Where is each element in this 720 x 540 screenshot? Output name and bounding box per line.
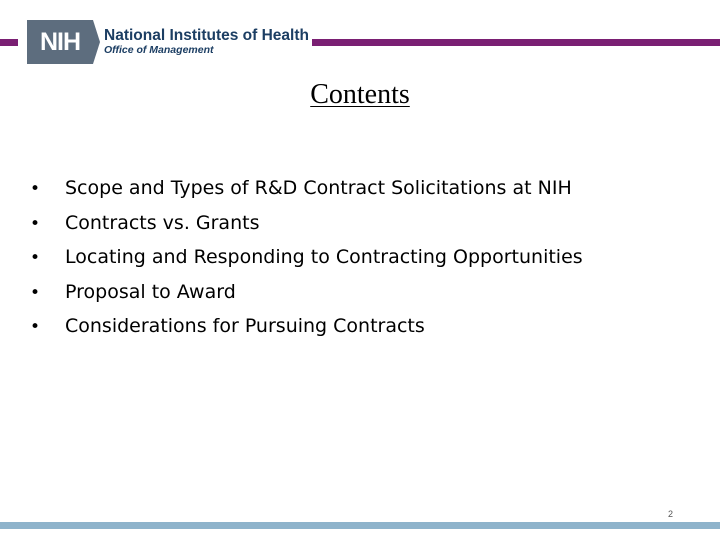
list-item-text: Locating and Responding to Contracting Opportunities bbox=[65, 246, 583, 268]
logo-chevron-icon bbox=[93, 20, 100, 64]
contents-list bbox=[30, 177, 583, 350]
page-number: 2 bbox=[668, 509, 674, 519]
list-item-text: Contracts vs. Grants bbox=[65, 211, 260, 234]
list-item bbox=[30, 212, 583, 247]
bullet-icon: • bbox=[30, 213, 41, 234]
bullet-icon: • bbox=[30, 248, 41, 268]
list-item-text: Proposal to Award bbox=[65, 280, 236, 303]
footer-bar bbox=[0, 522, 720, 529]
list-item bbox=[30, 315, 583, 350]
organization-name: National Institutes of Health bbox=[104, 27, 309, 44]
office-name: Office of Management bbox=[104, 44, 214, 56]
list-item bbox=[30, 177, 583, 212]
logo-text bbox=[104, 27, 309, 57]
header-accent-bar-right bbox=[312, 39, 720, 46]
nih-logo-mark: NIH bbox=[27, 20, 93, 64]
bullet-icon: • bbox=[30, 179, 41, 199]
bullet-icon: • bbox=[30, 317, 41, 337]
nih-logo bbox=[27, 20, 309, 64]
slide-title: Contents bbox=[310, 79, 410, 110]
list-item-text: Considerations for Pursuing Contracts bbox=[65, 315, 425, 337]
list-item bbox=[30, 281, 583, 316]
list-item-text: Scope and Types of R&D Contract Solicitations at NIH bbox=[65, 177, 572, 199]
list-item bbox=[30, 246, 583, 281]
header-accent-bar-left bbox=[0, 39, 18, 46]
bullet-icon: • bbox=[30, 282, 41, 303]
